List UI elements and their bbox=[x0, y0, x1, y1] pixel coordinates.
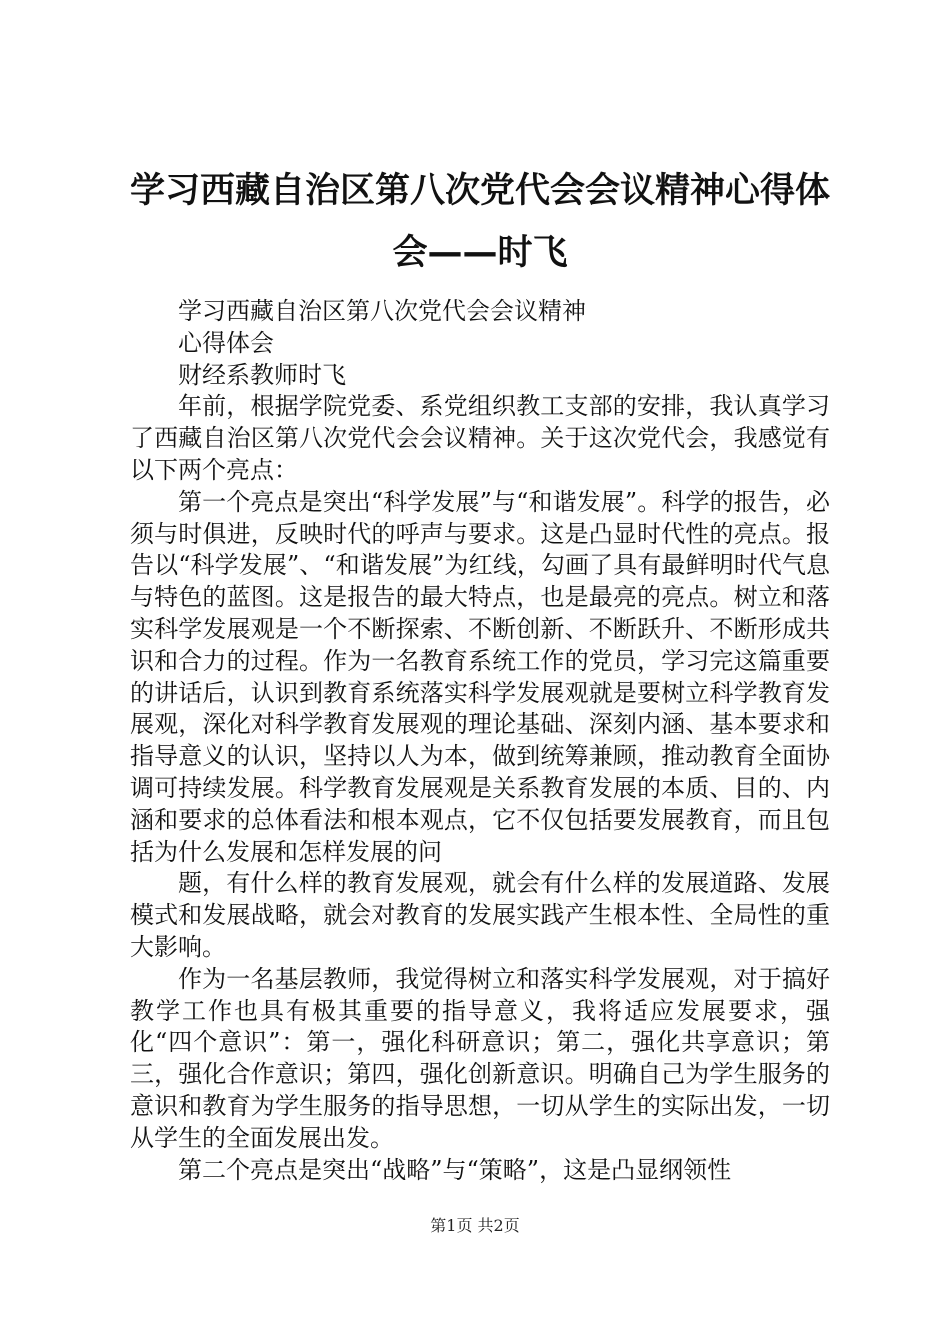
document-body bbox=[130, 296, 830, 1186]
document-title bbox=[120, 160, 840, 284]
subtitle-line-2: 心得体会 bbox=[178, 328, 274, 357]
page-number-footer: 第1页 共2页 bbox=[430, 1216, 520, 1235]
paragraph-second-highlight: 第二个亮点是突出“战略”与“策略”，这是凸显纲领性 bbox=[178, 1155, 732, 1184]
paragraph-continuation: 题，有什么样的教育发展观，就会有什么样的发展道路、发展模式和发展战略，就会对教育的发展实践产生根本性、全局性的重大影响。 bbox=[130, 869, 830, 961]
author-line: 财经系教师时飞 bbox=[178, 360, 346, 389]
paragraph-teacher-view: 作为一名基层教师，我觉得树立和落实科学发展观，对于搞好教学工作也具有极其重要的指导意义，我将适应发展要求，强化“四个意识”：第一，强化科研意识；第二，强化共享意识；第三，强化合作意识；第四，强化创新意识。明确自己为学生服务的意识和教育为学生服务的指导思想，一切从学生的实际出发，一切从学生的全面发展出发。 bbox=[130, 964, 830, 1152]
paragraph-intro: 年前，根据学院党委、系党组织教工支部的安排，我认真学习了西藏自治区第八次党代会会议精神。关于这次党代会，我感觉有以下两个亮点： bbox=[130, 392, 830, 484]
title-line-2: 会——时飞 bbox=[392, 233, 568, 273]
title-line-1: 学习西藏自治区第八次党代会会议精神心得体 bbox=[129, 171, 830, 211]
paragraph-first-highlight: 第一个亮点是突出“科学发展”与“和谐发展”。科学的报告，必须与时俱进，反映时代的呼声与要求。这是凸显时代性的亮点。报告以“科学发展”、“和谐发展”为红线，勾画了具有最鲜明时代气息与特色的蓝图。这是报告的最大特点，也是最亮的亮点。树立和落实科学发展观是一个不断探索、不断创新、不断跃升、不断形成共识和合力的过程。作为一名教育系统工作的党员，学习完这篇重要的讲话后，认识到教育系统落实科学发展观就是要树立科学教育发展观，深化对科学教育发展观的理论基础、深刻内涵、基本要求和指导意义的认识，坚持以人为本，做到统筹兼顾，推动教育全面协调可持续发展。科学教育发展观是关系教育发展的本质、目的、内涵和要求的总体看法和根本观点，它不仅包括要发展教育，而且包括为什么发展和怎样发展的问 bbox=[130, 487, 830, 866]
subtitle-line-1: 学习西藏自治区第八次党代会会议精神 bbox=[178, 297, 586, 325]
